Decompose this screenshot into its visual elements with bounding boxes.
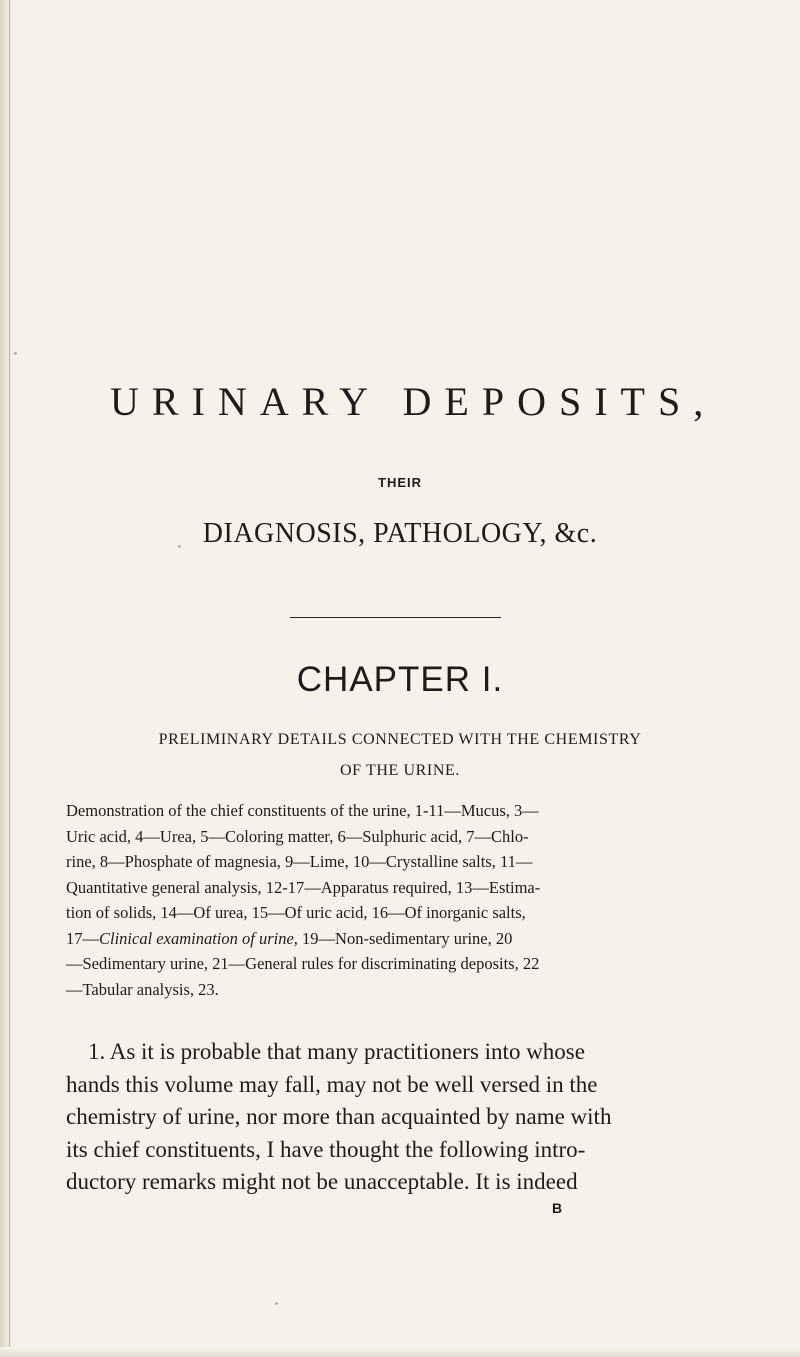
summary-line <box>66 926 742 952</box>
body-line: hands this volume may fall, may not be well versed in the <box>66 1071 598 1097</box>
paper-speck <box>14 352 17 355</box>
page-spine-shadow <box>0 0 14 1357</box>
page-bottom-edge <box>0 1347 800 1357</box>
page-title: URINARY DEPOSITS, <box>110 379 717 424</box>
summary-line: tion of solids, 14—Of urea, 15—Of uric acid, 16—Of inorganic salts, <box>66 903 526 922</box>
summary-line: Quantitative general analysis, 12-17—Apparatus required, 13—Estima- <box>66 877 541 897</box>
summary-italic-phrase: Clinical examination of urine, <box>99 928 298 948</box>
page-subtitle: DIAGNOSIS, PATHOLOGY, &c. <box>202 518 598 549</box>
summary-line: —Sedimentary urine, 21—General rules for discriminating deposits, 22 <box>66 954 540 973</box>
chapter-heading: CHAPTER I. <box>296 660 504 699</box>
page-binding-line <box>9 0 10 1357</box>
summary-line: Uric acid, 4—Urea, 5—Coloring matter, 6—Sulphuric acid, 7—Chlo- <box>66 826 529 846</box>
summary-line: rine, 8—Phosphate of magnesia, 9—Lime, 10—Crystalline salts, 11— <box>66 852 533 871</box>
summary-line-prefix: 17— <box>66 928 99 948</box>
summary-line: Demonstration of the chief constituents of the urine, 1-11—Mucus, 3— <box>66 801 539 820</box>
chapter-summary <box>66 798 742 1002</box>
body-line: 1. As it is probable that many practitioners into whose <box>88 1039 585 1064</box>
section-heading-line-2: OF THE URINE. <box>340 762 460 779</box>
signature-mark: B <box>551 1200 563 1216</box>
body-line: chemistry of urine, nor more than acquainted by name with <box>66 1104 612 1129</box>
section-divider <box>290 617 501 618</box>
paper-speck <box>178 545 181 548</box>
summary-line-suffix: 19—Non-sedimentary urine, 20 <box>297 928 513 948</box>
summary-line: —Tabular analysis, 23. <box>66 979 219 999</box>
title-connector: THEIR <box>378 475 422 490</box>
body-line: its chief constituents, I have thought the following intro- <box>66 1136 586 1162</box>
body-paragraph <box>66 1036 742 1199</box>
section-heading-line-1: PRELIMINARY DETAILS CONNECTED WITH THE CHEMISTRY <box>158 731 642 748</box>
body-line: ductory remarks might not be unacceptable. It is indeed <box>66 1169 578 1194</box>
paper-speck <box>275 1302 278 1305</box>
